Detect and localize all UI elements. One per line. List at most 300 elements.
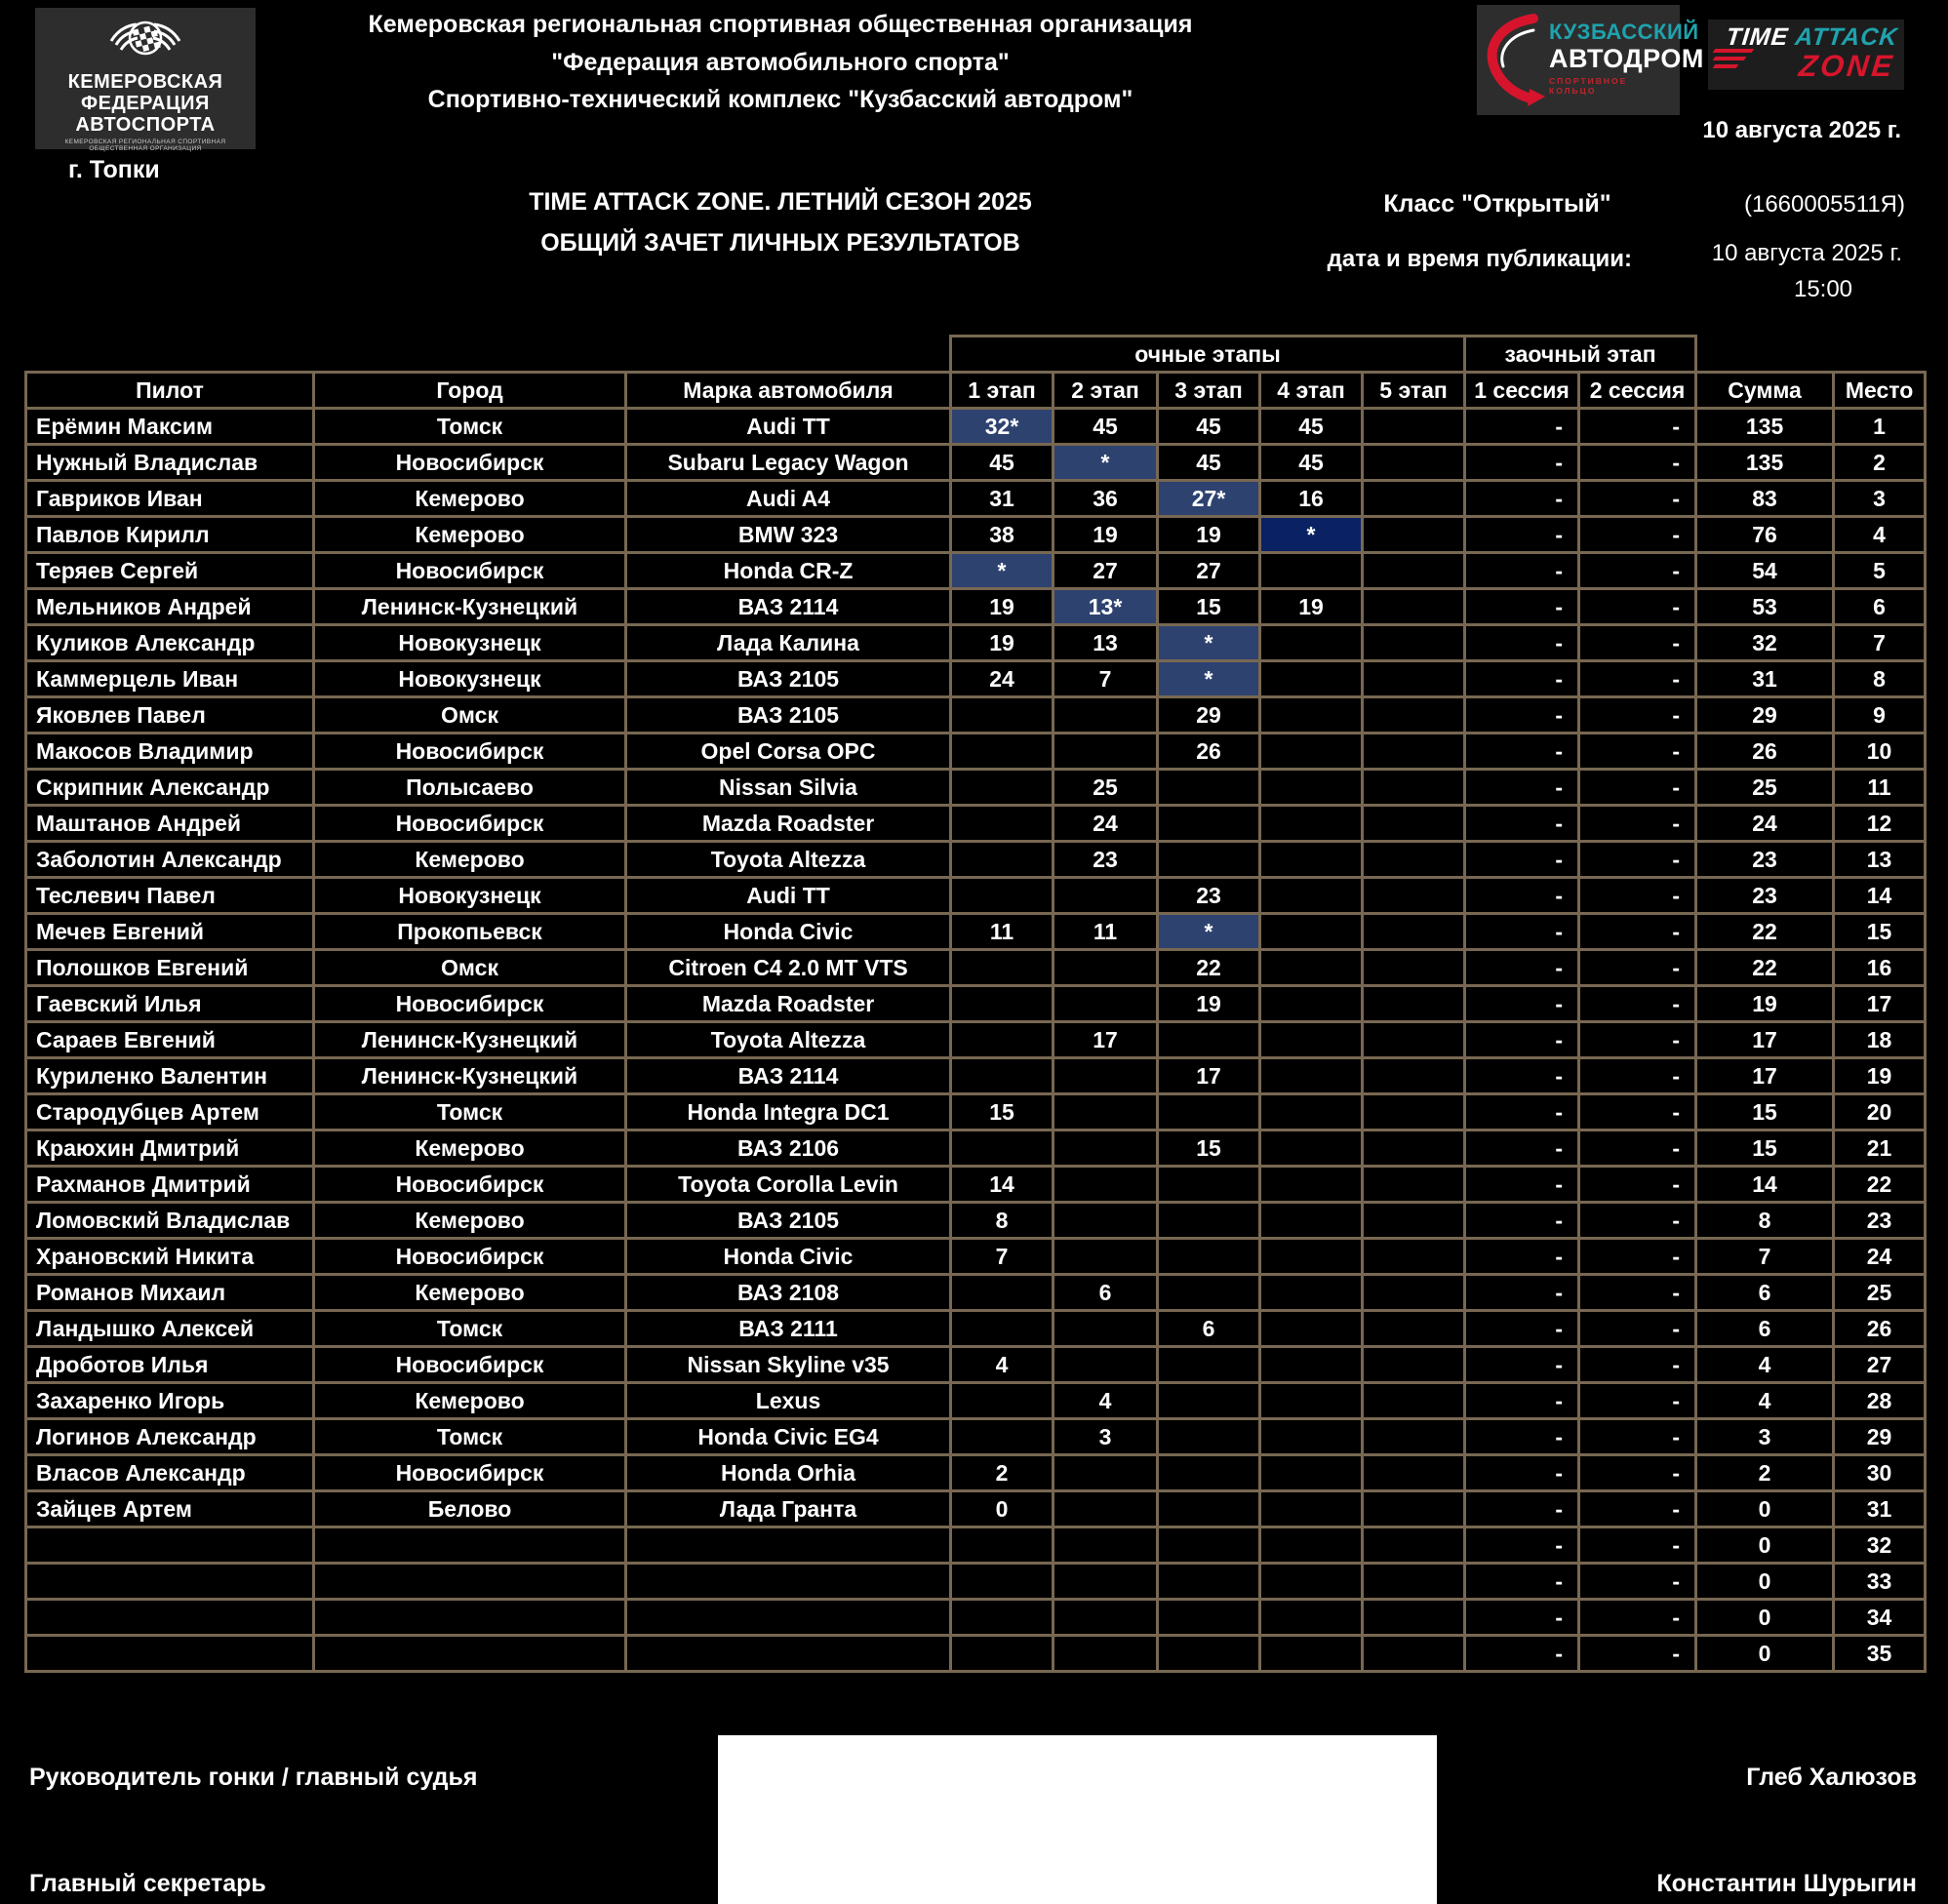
session-1-cell: - (1465, 1130, 1579, 1167)
car-cell: Citroen C4 2.0 MT VTS (626, 950, 951, 986)
car-cell: Toyota Corolla Levin (626, 1167, 951, 1203)
session-2-cell: - (1579, 1455, 1696, 1491)
stage-5-cell (1363, 770, 1465, 806)
stage-1-cell (951, 1022, 1054, 1058)
stage-3-cell (1158, 1347, 1260, 1383)
session-2-cell: - (1579, 806, 1696, 842)
car-cell: ВАЗ 2114 (626, 589, 951, 625)
car-cell: Audi TT (626, 409, 951, 445)
session-2-cell: - (1579, 1130, 1696, 1167)
car-cell: Honda CR-Z (626, 553, 951, 589)
stage-4-cell (1260, 661, 1363, 697)
sum-cell: 15 (1696, 1094, 1834, 1130)
session-2-cell: - (1579, 986, 1696, 1022)
stage-1-cell: 14 (951, 1167, 1054, 1203)
session-2-cell: - (1579, 770, 1696, 806)
table-row (26, 589, 1926, 625)
city-cell: Новосибирск (314, 986, 626, 1022)
pilot-cell: Храновский Никита (26, 1239, 314, 1275)
session-1-cell: - (1465, 1239, 1579, 1275)
document-date: 10 августа 2025 г. (1702, 117, 1901, 143)
stage-3-cell (1158, 1275, 1260, 1311)
sum-cell: 4 (1696, 1347, 1834, 1383)
city-cell: Новосибирск (314, 1455, 626, 1491)
col-header-stage1: 1 этап (951, 373, 1054, 409)
city-cell: Кемерово (314, 517, 626, 553)
sum-cell: 54 (1696, 553, 1834, 589)
pilot-cell: Куриленко Валентин (26, 1058, 314, 1094)
city-cell (314, 1600, 626, 1636)
table-row (26, 770, 1926, 806)
stage-5-cell (1363, 697, 1465, 734)
results-table (24, 335, 1927, 1673)
autodrom-logo (1477, 5, 1704, 115)
sum-cell: 0 (1696, 1636, 1834, 1672)
session-1-cell: - (1465, 1491, 1579, 1527)
stage-4-cell (1260, 1311, 1363, 1347)
session-2-cell: - (1579, 1094, 1696, 1130)
city-cell: Томск (314, 409, 626, 445)
stage-4-cell (1260, 1600, 1363, 1636)
car-cell: Honda Civic (626, 1239, 951, 1275)
sum-cell: 0 (1696, 1491, 1834, 1527)
stage-2-cell: 13 (1054, 625, 1158, 661)
table-row (26, 986, 1926, 1022)
place-cell: 31 (1834, 1491, 1926, 1527)
stage-5-cell (1363, 589, 1465, 625)
session-2-cell: - (1579, 734, 1696, 770)
stage-3-cell (1158, 1564, 1260, 1600)
session-2-cell: - (1579, 1636, 1696, 1672)
table-row (26, 914, 1926, 950)
pilot-cell: Заболотин Александр (26, 842, 314, 878)
session-1-cell: - (1465, 1564, 1579, 1600)
stage-5-cell (1363, 517, 1465, 553)
pilot-cell (26, 1564, 314, 1600)
pilot-cell: Романов Михаил (26, 1275, 314, 1311)
stage-2-cell (1054, 697, 1158, 734)
pilot-cell: Логинов Александр (26, 1419, 314, 1455)
sum-cell: 8 (1696, 1203, 1834, 1239)
registration-number: (1660005511Я) (1743, 191, 1905, 218)
car-cell (626, 1564, 951, 1600)
car-cell (626, 1600, 951, 1636)
car-cell: ВАЗ 2111 (626, 1311, 951, 1347)
car-cell: Toyota Altezza (626, 842, 951, 878)
taz-word-zone: ZONE (1797, 49, 1897, 83)
stage-5-cell (1363, 806, 1465, 842)
stage-1-cell: 24 (951, 661, 1054, 697)
stage-2-cell: 25 (1054, 770, 1158, 806)
table-row (26, 1636, 1926, 1672)
place-cell: 14 (1834, 878, 1926, 914)
session-2-cell: - (1579, 1058, 1696, 1094)
stage-2-cell (1054, 1491, 1158, 1527)
session-1-cell: - (1465, 1167, 1579, 1203)
session-2-cell: - (1579, 1527, 1696, 1564)
org-line-1: Кемеровская региональная спортивная общественная организация (368, 11, 1193, 38)
city-cell (314, 1527, 626, 1564)
city-cell: Кемерово (314, 842, 626, 878)
stage-2-cell (1054, 1455, 1158, 1491)
federation-logo-caption: КЕМЕРОВСКАЯ РЕГИОНАЛЬНАЯ СПОРТИВНАЯ ОБЩЕСТВЕННАЯ ОРГАНИЗАЦИЯ (64, 139, 226, 152)
stage-2-cell: 4 (1054, 1383, 1158, 1419)
session-1-cell: - (1465, 914, 1579, 950)
stage-5-cell (1363, 1383, 1465, 1419)
sum-cell: 24 (1696, 806, 1834, 842)
taz-word-time: TIME (1725, 23, 1791, 51)
stage-1-cell: 19 (951, 625, 1054, 661)
pilot-cell: Ерёмин Максим (26, 409, 314, 445)
stage-4-cell: 45 (1260, 445, 1363, 481)
stage-2-cell (1054, 1094, 1158, 1130)
session-1-cell: - (1465, 661, 1579, 697)
publication-label: дата и время публикации: (1327, 246, 1632, 272)
col-header-car: Марка автомобиля (626, 373, 951, 409)
city-cell: Новосибирск (314, 445, 626, 481)
stage-4-cell (1260, 625, 1363, 661)
sum-cell: 0 (1696, 1564, 1834, 1600)
pilot-cell: Захаренко Игорь (26, 1383, 314, 1419)
sum-cell: 6 (1696, 1311, 1834, 1347)
stage-4-cell (1260, 1527, 1363, 1564)
col-header-pilot: Пилот (26, 373, 314, 409)
stage-4-cell (1260, 1564, 1363, 1600)
stage-1-cell: 19 (951, 589, 1054, 625)
sum-cell: 7 (1696, 1239, 1834, 1275)
stage-1-cell (951, 1058, 1054, 1094)
table-row (26, 1058, 1926, 1094)
session-1-cell: - (1465, 1094, 1579, 1130)
city-cell (314, 1564, 626, 1600)
stage-1-cell (951, 950, 1054, 986)
car-cell: ВАЗ 2105 (626, 1203, 951, 1239)
stage-1-cell (951, 1564, 1054, 1600)
session-2-cell: - (1579, 842, 1696, 878)
group-header-row (26, 337, 1926, 373)
sum-cell: 83 (1696, 481, 1834, 517)
stage-3-cell: 29 (1158, 697, 1260, 734)
session-1-cell: - (1465, 1636, 1579, 1672)
place-cell: 17 (1834, 986, 1926, 1022)
stage-2-cell (1054, 1600, 1158, 1636)
car-cell: Subaru Legacy Wagon (626, 445, 951, 481)
session-1-cell: - (1465, 878, 1579, 914)
stage-3-cell: 27 (1158, 553, 1260, 589)
stage-4-cell (1260, 1455, 1363, 1491)
city-cell: Томск (314, 1311, 626, 1347)
place-cell: 19 (1834, 1058, 1926, 1094)
car-cell: Lexus (626, 1383, 951, 1419)
stage-5-cell (1363, 445, 1465, 481)
session-1-cell: - (1465, 1383, 1579, 1419)
stage-1-cell: 11 (951, 914, 1054, 950)
sum-cell: 3 (1696, 1419, 1834, 1455)
stage-3-cell: 6 (1158, 1311, 1260, 1347)
stage-5-cell (1363, 409, 1465, 445)
table-row (26, 842, 1926, 878)
col-header-stage5: 5 этап (1363, 373, 1465, 409)
stage-1-cell (951, 734, 1054, 770)
sum-cell: 0 (1696, 1600, 1834, 1636)
pilot-cell (26, 1636, 314, 1672)
race-director-label: Руководитель гонки / главный судья (29, 1764, 478, 1791)
stage-5-cell (1363, 1347, 1465, 1383)
place-cell: 30 (1834, 1455, 1926, 1491)
pilot-cell: Власов Александр (26, 1455, 314, 1491)
stage-2-cell: 11 (1054, 914, 1158, 950)
stage-4-cell (1260, 1130, 1363, 1167)
stage-4-cell (1260, 553, 1363, 589)
city-cell: Новосибирск (314, 553, 626, 589)
table-row (26, 1130, 1926, 1167)
place-cell: 13 (1834, 842, 1926, 878)
sum-cell: 25 (1696, 770, 1834, 806)
stage-4-cell (1260, 1022, 1363, 1058)
stage-3-cell (1158, 1527, 1260, 1564)
pilot-cell (26, 1600, 314, 1636)
city-cell: Омск (314, 950, 626, 986)
car-cell: Honda Civic (626, 914, 951, 950)
stage-1-cell (951, 986, 1054, 1022)
session-2-cell: - (1579, 1203, 1696, 1239)
session-1-cell: - (1465, 950, 1579, 986)
sum-cell: 0 (1696, 1527, 1834, 1564)
city-cell: Кемерово (314, 1383, 626, 1419)
sum-cell: 53 (1696, 589, 1834, 625)
session-1-cell: - (1465, 1311, 1579, 1347)
stage-4-cell (1260, 1347, 1363, 1383)
city-cell: Новокузнецк (314, 661, 626, 697)
time-attack-zone-logo-text (1722, 23, 1899, 82)
stage-1-cell (951, 1636, 1054, 1672)
session-1-cell: - (1465, 806, 1579, 842)
car-cell: Honda Integra DC1 (626, 1094, 951, 1130)
stage-3-cell: 45 (1158, 445, 1260, 481)
car-cell (626, 1636, 951, 1672)
taz-word-attack: ATTACK (1794, 23, 1900, 51)
stage-2-cell (1054, 1636, 1158, 1672)
pilot-cell: Яковлев Павел (26, 697, 314, 734)
sum-cell: 32 (1696, 625, 1834, 661)
session-2-cell: - (1579, 1239, 1696, 1275)
stage-2-cell (1054, 734, 1158, 770)
stage-5-cell (1363, 661, 1465, 697)
stage-1-cell (951, 697, 1054, 734)
table-row (26, 1455, 1926, 1491)
pilot-cell: Сараев Евгений (26, 1022, 314, 1058)
stage-3-cell: 19 (1158, 517, 1260, 553)
table-row (26, 1167, 1926, 1203)
stage-4-cell: 16 (1260, 481, 1363, 517)
session-2-cell: - (1579, 1383, 1696, 1419)
session-2-cell: - (1579, 481, 1696, 517)
stage-3-cell: 45 (1158, 409, 1260, 445)
place-cell: 22 (1834, 1167, 1926, 1203)
place-cell: 20 (1834, 1094, 1926, 1130)
city-cell: Белово (314, 1491, 626, 1527)
stage-5-cell (1363, 1022, 1465, 1058)
stage-3-cell (1158, 1203, 1260, 1239)
stage-2-cell: 13* (1054, 589, 1158, 625)
session-1-cell: - (1465, 734, 1579, 770)
stage-4-cell (1260, 1167, 1363, 1203)
stage-3-cell (1158, 1455, 1260, 1491)
col-header-place: Место (1834, 373, 1926, 409)
stage-3-cell (1158, 1022, 1260, 1058)
session-2-cell: - (1579, 1600, 1696, 1636)
table-row (26, 1564, 1926, 1600)
session-2-cell: - (1579, 1564, 1696, 1600)
stage-5-cell (1363, 1167, 1465, 1203)
session-2-cell: - (1579, 1167, 1696, 1203)
column-header-row (26, 373, 1926, 409)
stage-2-cell (1054, 1347, 1158, 1383)
table-row (26, 625, 1926, 661)
stage-3-cell (1158, 1167, 1260, 1203)
stage-4-cell (1260, 950, 1363, 986)
session-2-cell: - (1579, 589, 1696, 625)
stage-4-cell (1260, 697, 1363, 734)
stage-1-cell (951, 806, 1054, 842)
pilot-cell: Полошков Евгений (26, 950, 314, 986)
table-row (26, 1600, 1926, 1636)
city-cell: Прокопьевск (314, 914, 626, 950)
car-cell: Honda Civic EG4 (626, 1419, 951, 1455)
table-row (26, 1527, 1926, 1564)
chief-secretary-name: Константин Шурыгин (1656, 1870, 1917, 1897)
pilot-cell: Куликов Александр (26, 625, 314, 661)
place-cell: 7 (1834, 625, 1926, 661)
autodrom-logo-line2: АВТОДРОМ (1549, 44, 1704, 73)
group-header-remote: заочный этап (1465, 337, 1696, 373)
autodrom-logo-line1: КУЗБАССКИЙ (1549, 20, 1699, 44)
sum-cell: 31 (1696, 661, 1834, 697)
session-2-cell: - (1579, 1311, 1696, 1347)
stage-3-cell (1158, 1419, 1260, 1455)
car-cell: Nissan Silvia (626, 770, 951, 806)
stage-1-cell (951, 878, 1054, 914)
car-cell: ВАЗ 2114 (626, 1058, 951, 1094)
stage-4-cell (1260, 1094, 1363, 1130)
pilot-cell: Маштанов Андрей (26, 806, 314, 842)
table-row (26, 445, 1926, 481)
session-1-cell: - (1465, 1203, 1579, 1239)
stage-4-cell (1260, 842, 1363, 878)
org-line-2: "Федерация автомобильного спорта" (551, 48, 1010, 76)
place-cell: 10 (1834, 734, 1926, 770)
stage-2-cell (1054, 1058, 1158, 1094)
stage-1-cell: 15 (951, 1094, 1054, 1130)
sum-cell: 76 (1696, 517, 1834, 553)
stage-2-cell: 3 (1054, 1419, 1158, 1455)
place-cell: 15 (1834, 914, 1926, 950)
stage-5-cell (1363, 1419, 1465, 1455)
col-header-stage3: 3 этап (1158, 373, 1260, 409)
session-1-cell: - (1465, 445, 1579, 481)
stage-3-cell: 15 (1158, 589, 1260, 625)
table-row (26, 1094, 1926, 1130)
pilot-cell: Ландышко Алексей (26, 1311, 314, 1347)
stage-1-cell (951, 1311, 1054, 1347)
stage-1-cell (951, 1419, 1054, 1455)
sum-cell: 2 (1696, 1455, 1834, 1491)
place-cell: 25 (1834, 1275, 1926, 1311)
sum-cell: 4 (1696, 1383, 1834, 1419)
table-row (26, 950, 1926, 986)
pilot-cell: Рахманов Дмитрий (26, 1167, 314, 1203)
org-line-3: Спортивно-технический комплекс "Кузбасский автодром" (427, 86, 1133, 113)
place-cell: 35 (1834, 1636, 1926, 1672)
city-cell: Ленинск-Кузнецкий (314, 1058, 626, 1094)
stage-4-cell: 45 (1260, 409, 1363, 445)
place-cell: 4 (1834, 517, 1926, 553)
car-cell: ВАЗ 2105 (626, 661, 951, 697)
city-cell: Новосибирск (314, 1167, 626, 1203)
stage-1-cell (951, 1383, 1054, 1419)
stage-5-cell (1363, 1203, 1465, 1239)
stage-5-cell (1363, 1491, 1465, 1527)
sum-cell: 135 (1696, 409, 1834, 445)
stage-2-cell (1054, 986, 1158, 1022)
stage-5-cell (1363, 1636, 1465, 1672)
car-cell: Audi A4 (626, 481, 951, 517)
table-row (26, 1275, 1926, 1311)
session-1-cell: - (1465, 1275, 1579, 1311)
session-1-cell: - (1465, 553, 1579, 589)
sum-cell: 15 (1696, 1130, 1834, 1167)
session-1-cell: - (1465, 770, 1579, 806)
stage-2-cell (1054, 1564, 1158, 1600)
session-1-cell: - (1465, 409, 1579, 445)
col-header-city: Город (314, 373, 626, 409)
place-cell: 33 (1834, 1564, 1926, 1600)
stage-5-cell (1363, 481, 1465, 517)
stage-3-cell: * (1158, 625, 1260, 661)
pilot-cell: Каммерцель Иван (26, 661, 314, 697)
city-cell: Ленинск-Кузнецкий (314, 589, 626, 625)
stage-1-cell: * (951, 553, 1054, 589)
event-title: TIME ATTACK ZONE. ЛЕТНИЙ СЕЗОН 2025 (529, 188, 1032, 216)
place-cell: 8 (1834, 661, 1926, 697)
pilot-cell: Краюхин Дмитрий (26, 1130, 314, 1167)
stage-3-cell: 23 (1158, 878, 1260, 914)
table-row (26, 1383, 1926, 1419)
city-cell: Новокузнецк (314, 878, 626, 914)
pilot-cell: Гавриков Иван (26, 481, 314, 517)
col-header-sum: Сумма (1696, 373, 1834, 409)
place-cell: 11 (1834, 770, 1926, 806)
sum-cell: 14 (1696, 1167, 1834, 1203)
stage-1-cell (951, 1600, 1054, 1636)
table-row (26, 517, 1926, 553)
pilot-cell: Ломовский Владислав (26, 1203, 314, 1239)
place-cell: 12 (1834, 806, 1926, 842)
place-cell: 32 (1834, 1527, 1926, 1564)
city-cell: Новокузнецк (314, 625, 626, 661)
stage-3-cell (1158, 842, 1260, 878)
sum-cell: 19 (1696, 986, 1834, 1022)
sum-cell: 135 (1696, 445, 1834, 481)
sum-cell: 22 (1696, 914, 1834, 950)
session-2-cell: - (1579, 445, 1696, 481)
car-cell: Лада Калина (626, 625, 951, 661)
autodrom-logo-text (1549, 20, 1704, 96)
stage-1-cell (951, 1275, 1054, 1311)
federation-logo-line2: ФЕДЕРАЦИЯ АВТОСПОРТА (75, 93, 216, 136)
table-row (26, 1311, 1926, 1347)
publication-date: 10 августа 2025 г. (1711, 240, 1902, 266)
